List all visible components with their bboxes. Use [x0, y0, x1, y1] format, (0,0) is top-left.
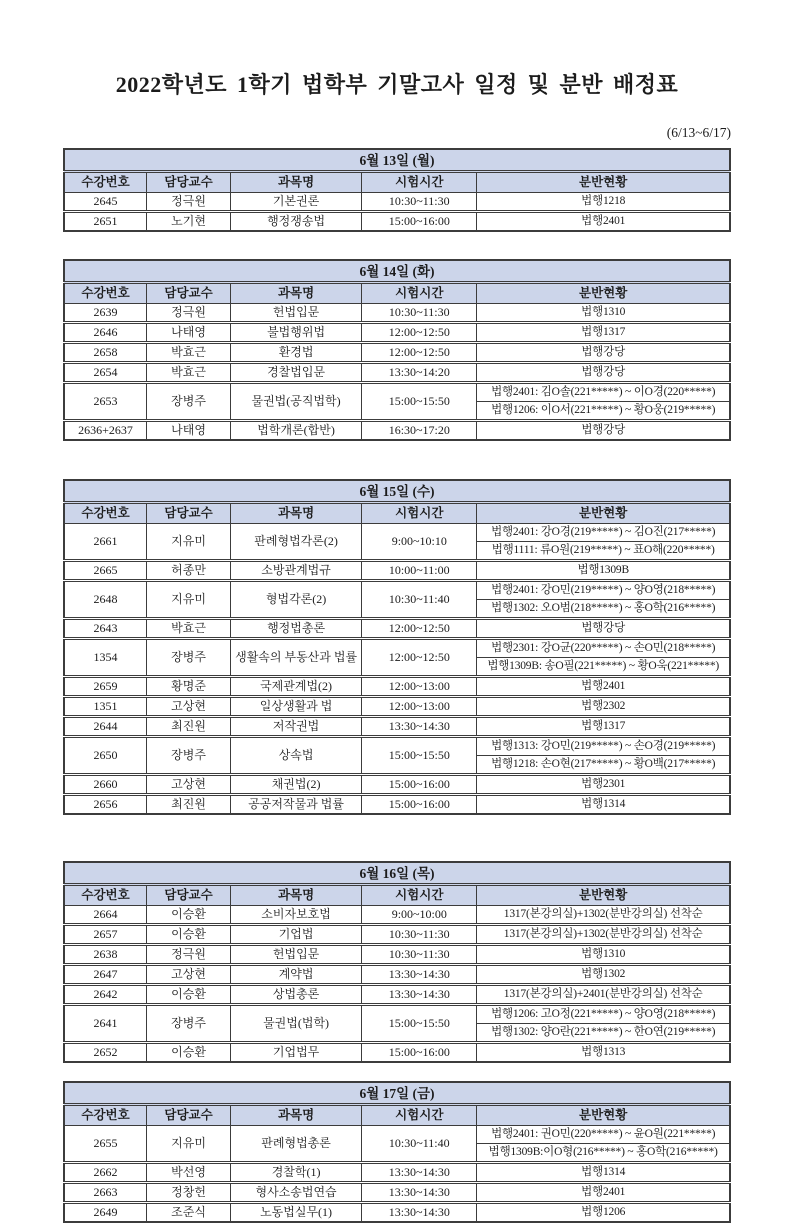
subject-cell: 환경법 [230, 343, 361, 363]
table-row [64, 906, 730, 925]
course-no-cell: 2642 [64, 985, 147, 1005]
column-header: 담당교수 [147, 885, 231, 906]
subject-cell: 소비자보호법 [230, 906, 361, 925]
exam-time-cell: 13:30~14:30 [362, 1183, 477, 1203]
sections-cell: 1317(본강의실)+2401(분반강의실) 선착순 [477, 985, 730, 1005]
course-no-cell: 2641 [64, 1005, 147, 1043]
table-row [64, 343, 730, 363]
sections-cell: 법행2301 [477, 775, 730, 795]
course-no-cell: 2656 [64, 795, 147, 815]
exam-table-day-5 [63, 1081, 731, 1223]
column-header: 분반현황 [477, 172, 730, 193]
professor-cell: 지유미 [147, 581, 231, 619]
sections-cell: 법행2302 [477, 697, 730, 717]
sections-cell: 법행1206 [477, 1203, 730, 1223]
subject-cell: 소방관계법규 [230, 561, 361, 581]
exam-time-cell: 10:30~11:30 [362, 304, 477, 323]
exam-time-cell: 10:30~11:40 [362, 1126, 477, 1163]
professor-cell: 박효근 [147, 619, 231, 639]
column-header: 시험시간 [362, 172, 477, 193]
professor-cell: 정창헌 [147, 1183, 231, 1203]
professor-cell: 최진원 [147, 795, 231, 815]
professor-cell: 이승환 [147, 985, 231, 1005]
exam-time-cell: 15:00~16:00 [362, 795, 477, 815]
professor-cell: 나태영 [147, 323, 231, 343]
exam-time-cell: 15:00~15:50 [362, 383, 477, 421]
exam-time-cell: 13:30~14:30 [362, 965, 477, 985]
subject-cell: 불법행위법 [230, 323, 361, 343]
column-header: 시험시간 [362, 885, 477, 906]
course-no-cell: 2655 [64, 1126, 147, 1163]
course-no-cell: 1354 [64, 639, 147, 677]
course-no-cell: 2665 [64, 561, 147, 581]
course-no-cell: 2644 [64, 717, 147, 737]
table-row [64, 421, 730, 441]
subject-cell: 상속법 [230, 737, 361, 775]
subject-cell: 경찰학(1) [230, 1163, 361, 1183]
table-row [64, 1043, 730, 1063]
exam-time-cell: 15:00~16:00 [362, 775, 477, 795]
sections-cell: 법행1317 [477, 323, 730, 343]
table-row [64, 304, 730, 323]
professor-cell: 박효근 [147, 343, 231, 363]
exam-time-cell: 13:30~14:30 [362, 1203, 477, 1223]
table-row [64, 985, 730, 1005]
sections-cell: 법행1314 [477, 795, 730, 815]
sections-cell: 법행1111: 류O원(219*****) ~ 표O해(220*****) [477, 542, 730, 561]
sections-cell: 법행강당 [477, 421, 730, 441]
exam-time-cell: 12:00~13:00 [362, 697, 477, 717]
table-row [64, 795, 730, 815]
sections-cell: 법행2401: 강O민(219*****) ~ 양O영(218*****) [477, 581, 730, 600]
course-no-cell: 2654 [64, 363, 147, 383]
sections-cell: 법행1309B [477, 561, 730, 581]
subject-cell: 헌법입문 [230, 304, 361, 323]
column-header: 담당교수 [147, 283, 231, 304]
column-header: 과목명 [230, 1105, 361, 1126]
exam-time-cell: 12:00~12:50 [362, 343, 477, 363]
exam-time-cell: 12:00~12:50 [362, 639, 477, 677]
day-title: 6월 15일 (수) [64, 480, 730, 503]
column-header-row [64, 503, 730, 524]
subject-cell: 저작권법 [230, 717, 361, 737]
column-header: 수강번호 [64, 1105, 147, 1126]
course-no-cell: 2645 [64, 193, 147, 212]
table-row [64, 1183, 730, 1203]
subject-cell: 일상생활과 법 [230, 697, 361, 717]
course-no-cell: 2663 [64, 1183, 147, 1203]
column-header: 담당교수 [147, 503, 231, 524]
column-header: 분반현황 [477, 503, 730, 524]
sections-cell: 법행1313 [477, 1043, 730, 1063]
professor-cell: 장병주 [147, 737, 231, 775]
table-row [64, 965, 730, 985]
exam-time-cell: 12:00~12:50 [362, 619, 477, 639]
subject-cell: 노동법실무(1) [230, 1203, 361, 1223]
exam-time-cell: 13:30~14:30 [362, 717, 477, 737]
table-row [64, 697, 730, 717]
column-header: 시험시간 [362, 283, 477, 304]
course-no-cell: 2638 [64, 945, 147, 965]
subject-cell: 생활속의 부동산과 법률 [230, 639, 361, 677]
table-row [64, 1163, 730, 1183]
course-no-cell: 2661 [64, 524, 147, 561]
subject-cell: 형법각론(2) [230, 581, 361, 619]
sections-cell: 법행1302: 양O란(221*****) ~ 한O연(219*****) [477, 1024, 730, 1043]
table-row [64, 1126, 730, 1144]
sections-cell: 1317(본강의실)+1302(분반강의실) 선착순 [477, 925, 730, 945]
course-no-cell: 2647 [64, 965, 147, 985]
professor-cell: 장병주 [147, 383, 231, 421]
sections-cell: 1317(본강의실)+1302(분반강의실) 선착순 [477, 906, 730, 925]
professor-cell: 장병주 [147, 639, 231, 677]
table-row [64, 561, 730, 581]
column-header: 담당교수 [147, 1105, 231, 1126]
table-row [64, 383, 730, 402]
course-no-cell: 2651 [64, 212, 147, 232]
subject-cell: 기본권론 [230, 193, 361, 212]
table-row [64, 212, 730, 232]
column-header: 수강번호 [64, 885, 147, 906]
table-row [64, 323, 730, 343]
professor-cell: 이승환 [147, 906, 231, 925]
table-row [64, 1203, 730, 1223]
exam-time-cell: 13:30~14:30 [362, 1163, 477, 1183]
sections-cell: 법행2301: 강O균(220*****) ~ 손O민(218*****) [477, 639, 730, 658]
course-no-cell: 2662 [64, 1163, 147, 1183]
exam-time-cell: 13:30~14:30 [362, 985, 477, 1005]
professor-cell: 최진원 [147, 717, 231, 737]
professor-cell: 조준식 [147, 1203, 231, 1223]
exam-time-cell: 10:30~11:30 [362, 193, 477, 212]
exam-time-cell: 12:00~13:00 [362, 677, 477, 697]
column-header: 시험시간 [362, 503, 477, 524]
subject-cell: 법학개론(합반) [230, 421, 361, 441]
course-no-cell: 2649 [64, 1203, 147, 1223]
column-header: 시험시간 [362, 1105, 477, 1126]
subject-cell: 기업법무 [230, 1043, 361, 1063]
sections-cell: 법행강당 [477, 619, 730, 639]
professor-cell: 고상현 [147, 697, 231, 717]
sections-cell: 법행1309B: 송O필(221*****) ~ 황O욱(221*****) [477, 658, 730, 677]
sections-cell: 법행1302: 오O범(218*****) ~ 홍O학(216*****) [477, 600, 730, 619]
column-header-row [64, 1105, 730, 1126]
sections-cell: 법행2401 [477, 677, 730, 697]
table-row [64, 677, 730, 697]
column-header: 수강번호 [64, 503, 147, 524]
table-row [64, 925, 730, 945]
table-row [64, 363, 730, 383]
column-header: 과목명 [230, 283, 361, 304]
subject-cell: 공공저작물과 법률 [230, 795, 361, 815]
exam-time-cell: 12:00~12:50 [362, 323, 477, 343]
course-no-cell: 2636+2637 [64, 421, 147, 441]
column-header: 분반현황 [477, 283, 730, 304]
day-title-row [64, 149, 730, 172]
sections-cell: 법행1310 [477, 945, 730, 965]
table-row [64, 717, 730, 737]
table-row [64, 945, 730, 965]
sections-cell: 법행2401 [477, 212, 730, 232]
exam-time-cell: 16:30~17:20 [362, 421, 477, 441]
table-row [64, 581, 730, 600]
exam-time-cell: 10:00~11:00 [362, 561, 477, 581]
professor-cell: 정극원 [147, 945, 231, 965]
course-no-cell: 2646 [64, 323, 147, 343]
professor-cell: 황명준 [147, 677, 231, 697]
course-no-cell: 2639 [64, 304, 147, 323]
table-row [64, 524, 730, 542]
column-header: 수강번호 [64, 172, 147, 193]
column-header: 과목명 [230, 885, 361, 906]
course-no-cell: 2660 [64, 775, 147, 795]
professor-cell: 이승환 [147, 1043, 231, 1063]
column-header: 과목명 [230, 503, 361, 524]
column-header-row [64, 885, 730, 906]
professor-cell: 지유미 [147, 524, 231, 561]
table-row [64, 737, 730, 756]
professor-cell: 고상현 [147, 965, 231, 985]
exam-time-cell: 10:30~11:30 [362, 945, 477, 965]
exam-time-cell: 10:30~11:30 [362, 925, 477, 945]
course-no-cell: 2648 [64, 581, 147, 619]
exam-table-day-3 [63, 479, 731, 815]
table-row [64, 775, 730, 795]
day-title-row [64, 260, 730, 283]
exam-table-day-4 [63, 861, 731, 1063]
sections-cell: 법행1309B:이O형(216*****) ~ 홍O학(216*****) [477, 1144, 730, 1163]
professor-cell: 나태영 [147, 421, 231, 441]
subject-cell: 물권법(법학) [230, 1005, 361, 1043]
sections-cell: 법행1317 [477, 717, 730, 737]
professor-cell: 정극원 [147, 193, 231, 212]
exam-time-cell: 9:00~10:00 [362, 906, 477, 925]
course-no-cell: 2658 [64, 343, 147, 363]
subject-cell: 헌법입문 [230, 945, 361, 965]
day-title-row [64, 862, 730, 885]
exam-time-cell: 15:00~15:50 [362, 737, 477, 775]
exam-time-cell: 13:30~14:20 [362, 363, 477, 383]
course-no-cell: 2653 [64, 383, 147, 421]
course-no-cell: 2652 [64, 1043, 147, 1063]
sections-cell: 법행1206: 고O정(221*****) ~ 양O영(218*****) [477, 1005, 730, 1024]
course-no-cell: 1351 [64, 697, 147, 717]
page-title: 2022학년도 1학기 법학부 기말고사 일정 및 분반 배정표 [115, 72, 679, 97]
subject-cell: 물권법(공직법학) [230, 383, 361, 421]
column-header: 과목명 [230, 172, 361, 193]
sections-cell: 법행2401: 김O솔(221*****) ~ 이O경(220*****) [477, 383, 730, 402]
table-row [64, 619, 730, 639]
subject-cell: 경찰법입문 [230, 363, 361, 383]
exam-time-cell: 15:00~16:00 [362, 212, 477, 232]
date-range: (6/13~6/17) [666, 125, 731, 140]
subject-cell: 상법총론 [230, 985, 361, 1005]
day-title: 6월 14일 (화) [64, 260, 730, 283]
sections-cell: 법행강당 [477, 343, 730, 363]
day-title-row [64, 480, 730, 503]
course-no-cell: 2657 [64, 925, 147, 945]
professor-cell: 박효근 [147, 363, 231, 383]
exam-table-day-1 [63, 148, 731, 232]
subject-cell: 행정쟁송법 [230, 212, 361, 232]
column-header-row [64, 283, 730, 304]
subject-cell: 채권법(2) [230, 775, 361, 795]
sections-cell: 법행1218 [477, 193, 730, 212]
subject-cell: 국제관계법(2) [230, 677, 361, 697]
column-header-row [64, 172, 730, 193]
day-title: 6월 16일 (목) [64, 862, 730, 885]
column-header: 분반현황 [477, 1105, 730, 1126]
column-header: 분반현황 [477, 885, 730, 906]
professor-cell: 고상현 [147, 775, 231, 795]
sections-cell: 법행2401 [477, 1183, 730, 1203]
professor-cell: 지유미 [147, 1126, 231, 1163]
sections-cell: 법행1310 [477, 304, 730, 323]
day-title: 6월 17일 (금) [64, 1082, 730, 1105]
professor-cell: 이승환 [147, 925, 231, 945]
table-row [64, 1005, 730, 1024]
subject-cell: 판례형법총론 [230, 1126, 361, 1163]
day-title-row [64, 1082, 730, 1105]
professor-cell: 박선영 [147, 1163, 231, 1183]
exam-table-day-2 [63, 259, 731, 441]
professor-cell: 허종만 [147, 561, 231, 581]
sections-cell: 법행강당 [477, 363, 730, 383]
column-header: 담당교수 [147, 172, 231, 193]
professor-cell: 정극원 [147, 304, 231, 323]
professor-cell: 노기현 [147, 212, 231, 232]
column-header: 수강번호 [64, 283, 147, 304]
subject-cell: 계약법 [230, 965, 361, 985]
course-no-cell: 2664 [64, 906, 147, 925]
sections-cell: 법행1218: 손O현(217*****) ~ 황O백(217*****) [477, 756, 730, 775]
sections-cell: 법행2401: 강O경(219*****) ~ 김O진(217*****) [477, 524, 730, 542]
day-title: 6월 13일 (월) [64, 149, 730, 172]
sections-cell: 법행1302 [477, 965, 730, 985]
professor-cell: 장병주 [147, 1005, 231, 1043]
subject-cell: 기업법 [230, 925, 361, 945]
subject-cell: 형사소송법연습 [230, 1183, 361, 1203]
course-no-cell: 2650 [64, 737, 147, 775]
exam-time-cell: 15:00~15:50 [362, 1005, 477, 1043]
subject-cell: 행정법총론 [230, 619, 361, 639]
exam-time-cell: 9:00~10:10 [362, 524, 477, 561]
table-row [64, 193, 730, 212]
exam-time-cell: 15:00~16:00 [362, 1043, 477, 1063]
table-row [64, 639, 730, 658]
exam-time-cell: 10:30~11:40 [362, 581, 477, 619]
course-no-cell: 2659 [64, 677, 147, 697]
sections-cell: 법행1313: 강O민(219*****) ~ 손O경(219*****) [477, 737, 730, 756]
subject-cell: 판례형법각론(2) [230, 524, 361, 561]
sections-cell: 법행2401: 권O민(220*****) ~ 윤O원(221*****) [477, 1126, 730, 1144]
course-no-cell: 2643 [64, 619, 147, 639]
exam-tables [63, 148, 731, 1223]
sections-cell: 법행1206: 이O서(221*****) ~ 황O웅(219*****) [477, 402, 730, 421]
sections-cell: 법행1314 [477, 1163, 730, 1183]
